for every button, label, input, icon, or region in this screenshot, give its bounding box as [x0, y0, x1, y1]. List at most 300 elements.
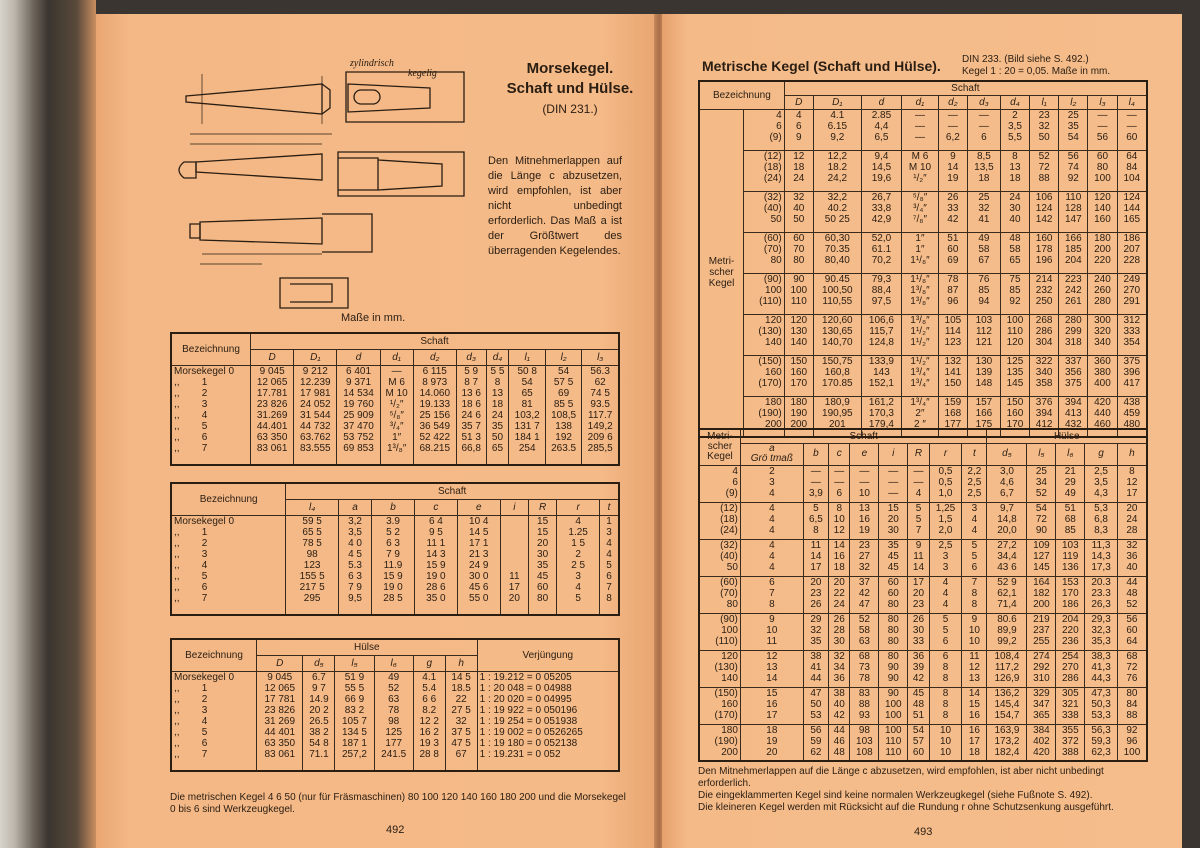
left-page-number: 492 [386, 824, 405, 836]
t5-cell: 355 372 388 [1056, 724, 1085, 761]
t5-h-6: i [879, 443, 908, 465]
t5-cell: 2,2 2,5 2,5 [962, 465, 987, 502]
t4-cell: 4 6 9 [784, 109, 813, 150]
t5-cell: — — — [879, 465, 908, 502]
t4-cell: 322 340 358 [1030, 355, 1059, 396]
t4-cell: 100 110 120 [1000, 314, 1029, 355]
t5-cell: 5 5 6 [962, 539, 987, 576]
t4-cell: 9,4 14,5 19,6 [861, 150, 901, 191]
t4-size: 120 (130) 140 [744, 314, 785, 355]
t1-col-d2: 6 115 8 973 14.060 19.133 25 156 36 549 52 422 68.215 [413, 365, 456, 465]
t5-cell: 35 45 45 [879, 539, 908, 576]
t1-col-l2: 54 57 5 69 85 5 108,5 138 192 263.5 [545, 365, 581, 465]
t1-h-D: D [251, 349, 294, 365]
t4-cell: 1³/₄″ 2″ 2 ″ [902, 396, 939, 437]
t5-cell: 98 103 108 [850, 724, 879, 761]
t4-cell: 52 72 88 [1030, 150, 1059, 191]
t5-cell: (60) (70) 80 [699, 576, 740, 613]
t5-cell: 20.3 23.3 26,3 [1085, 576, 1118, 613]
t4-cell: 60 80 100 [1088, 150, 1117, 191]
t5-cell: 15 16 17 [740, 687, 803, 724]
t1-bez: Bezeichnung [171, 333, 251, 365]
t4-cell: 180 200 220 [1088, 232, 1117, 273]
t4-cell: 56 74 92 [1059, 150, 1088, 191]
t5-cell: 14 15 16 [962, 687, 987, 724]
t4-cell: 214 232 250 [1030, 273, 1059, 314]
t4-cell: 9 14 19 [938, 150, 967, 191]
t4-size: (150) 160 (170) [744, 355, 785, 396]
t4-size: (90) 100 (110) [744, 273, 785, 314]
table-row [699, 314, 1147, 355]
t5-cell: 100 110 110 [879, 724, 908, 761]
t4-cell: 125 135 145 [1000, 355, 1029, 396]
t5-cell: 32 36 40 [1117, 539, 1147, 576]
t4-cell: 79,3 88,4 97,5 [861, 273, 901, 314]
t5-cell: — — 10 [850, 465, 879, 502]
t4-cell: 360 380 400 [1088, 355, 1117, 396]
t5-cell: 83 88 93 [850, 687, 879, 724]
right-title: Metrische Kegel (Schaft und Hülse). [702, 58, 941, 74]
t5-cell: 3,0 4,6 6,7 [987, 465, 1027, 502]
t4-cell: 32 40 50 [784, 191, 813, 232]
t4-size: (32) (40) 50 [744, 191, 785, 232]
t5-cell: 14 16 18 [828, 539, 849, 576]
t4-cell: 48 58 65 [1000, 232, 1029, 273]
t5-cell: 54 57 60 [908, 724, 929, 761]
t5-cell: 29 32 35 [803, 613, 828, 650]
t5-cell: 32 34 36 [828, 650, 849, 687]
t2-h-c: c [414, 499, 457, 515]
right-ratio: Kegel 1 : 20 = 0,05. Maße in mm. [962, 66, 1111, 77]
t5-h-8: r [929, 443, 962, 465]
t5-h-2: a Grö tmaß [740, 443, 803, 465]
t1-schaft: Schaft [251, 333, 619, 349]
t5-cell: 18 19 20 [740, 724, 803, 761]
t4-cell: 337 356 375 [1059, 355, 1088, 396]
morse-shaft-table-1 [170, 332, 620, 466]
t5-cell: 80 80 80 [879, 613, 908, 650]
t4-cell: 240 260 280 [1088, 273, 1117, 314]
t4-h-10: l₂ [1059, 95, 1088, 109]
t4-cell: 438 459 480 [1117, 396, 1147, 437]
t4-cell: 2.85 4,4 6,5 [861, 109, 901, 150]
t1-labels: Morsekegel 0 ,, 1 ,, 2 ,, 3 ,, 4 ,, 5 ,, 6 ,, 7 [171, 365, 251, 465]
t4-cell: 106,6 115,7 124,8 [861, 314, 901, 355]
t5-cell: 80 90 90 [879, 650, 908, 687]
t4-cell: 26 33 42 [938, 191, 967, 232]
t2-col-R: 15 15 20 30 35 45 60 80 [528, 515, 556, 615]
t5-cell: 56 60 64 [1117, 613, 1147, 650]
morse-shaft-table-2 [170, 482, 620, 616]
right-foot-3: Die kleineren Kegel werden mit Rücksicht auf die Rundung r ohne Schutzsenkung ausgeführt. [698, 802, 1114, 813]
t5-h-5: e [850, 443, 879, 465]
t3-col-D: 9 045 12 065 17 781 23 826 31 269 44 401 63 350 83 061 [257, 671, 303, 771]
t3-h-l6: l₆ [374, 655, 413, 671]
t4-cell: 105 114 123 [938, 314, 967, 355]
t5-h-12: l₅ [1027, 443, 1056, 465]
masse-label: Maße in mm. [341, 312, 406, 324]
t4-h-5: d₁ [902, 95, 939, 109]
t5-h-14: g [1085, 443, 1118, 465]
t4-cell: 375 396 417 [1117, 355, 1147, 396]
t2-col-i: 11 17 20 [500, 515, 528, 615]
table-row [699, 232, 1147, 273]
morse-sleeve-table [170, 638, 620, 772]
left-footer: Die metrischen Kegel 4 6 50 (nur für Fräsmaschinen) 80 100 120 140 160 180 200 und die Morsekegel 0 bis 6 sind Werkzeugkegel. [170, 792, 626, 815]
t4-cell: 110 128 147 [1059, 191, 1088, 232]
t4-cell: 300 320 340 [1088, 314, 1117, 355]
t3-col-h: 14 5 18.5 22 27 5 32 37 5 47 5 67 [445, 671, 477, 771]
t4-cell: 51 60 69 [938, 232, 967, 273]
table-row [699, 273, 1147, 314]
t5-cell: 38 41 44 [803, 650, 828, 687]
t5-cell: 5 5 7 [908, 502, 929, 539]
t5-cell: 15 20 30 [879, 502, 908, 539]
t5-cell: 0,5 0,5 1,0 [929, 465, 962, 502]
t4-cell: 78 87 96 [938, 273, 967, 314]
t3-h-d5: d₅ [303, 655, 335, 671]
t1-col-d: 6 401 9 371 14 534 19 760 25 909 37 470 53 752 69 853 [337, 365, 380, 465]
t5-cell: 4 4 4 [929, 576, 962, 613]
t4-cell: 120,60 130,65 140,70 [813, 314, 861, 355]
t5-cell: 38 40 42 [828, 687, 849, 724]
t4-cell: 166 185 204 [1059, 232, 1088, 273]
t4-cell: 24 30 40 [1000, 191, 1029, 232]
t4-schaft: Schaft [784, 81, 1147, 95]
t2-h-t: t [600, 499, 619, 515]
t2-h-e: e [457, 499, 500, 515]
t4-cell: 26,7 33,8 42,9 [861, 191, 901, 232]
t5-cell: 329 347 365 [1027, 687, 1056, 724]
t4-bez: Bezeichnung [699, 81, 784, 109]
t4-cell: 1¹/₈″ 1³/₈″ 1³/₈″ [902, 273, 939, 314]
t5-cell: 108,4 117,2 126,9 [987, 650, 1027, 687]
t5-cell: 180 (190) 200 [699, 724, 740, 761]
t4-cell: 130 139 148 [967, 355, 1000, 396]
t5-cell: 25 34 52 [1027, 465, 1056, 502]
t5-cell: 68 73 78 [850, 650, 879, 687]
t5-cell: 26 30 33 [908, 613, 929, 650]
t5-cell: 5 6,5 8 [803, 502, 828, 539]
t4-cell: M 6 M 10 ¹/₂″ [902, 150, 939, 191]
t5-cell: 6 8 8 [929, 650, 962, 687]
t5-cell: 56 59 62 [803, 724, 828, 761]
t4-cell: 394 413 432 [1059, 396, 1088, 437]
t3-h-g: g [413, 655, 445, 671]
t5-cell: 109 127 145 [1027, 539, 1056, 576]
t1-h-D1: D₁ [294, 349, 337, 365]
t5-cell: 20 23 26 [803, 576, 828, 613]
t5-huelse: Hülse [987, 429, 1147, 443]
t5-cell: 44 48 52 [1117, 576, 1147, 613]
t5-schaft: Schaft [740, 429, 987, 443]
t2-col-t: 1 3 4 4 5 6 7 8 [600, 515, 619, 615]
t4-cell: 60 70 80 [784, 232, 813, 273]
t5-cell: 52 9 62,1 71,4 [987, 576, 1027, 613]
t2-col-c: 6 4 9 5 11 1 14 3 15 9 19 0 28 6 35 0 [414, 515, 457, 615]
t5-cell: 3 4 4 [962, 502, 987, 539]
t4-cell: 49 58 67 [967, 232, 1000, 273]
t3-col-d5: 6.7 9 7 14.9 20 2 26.5 38 2 54 8 71.1 [303, 671, 335, 771]
t5-cell: — — 6 [828, 465, 849, 502]
page-margin-shadow [48, 0, 96, 848]
t5-cell: 45 48 51 [908, 687, 929, 724]
t4-cell: 106 124 142 [1030, 191, 1059, 232]
t5-cell: 12 13 14 [740, 650, 803, 687]
t4-cell: 161,2 170,3 179,4 [861, 396, 901, 437]
t5-cell: 9 10 10 [962, 613, 987, 650]
t5-cell: 254 270 286 [1056, 650, 1085, 687]
t4-cell: 150 160 170 [1000, 396, 1029, 437]
t5-cell: — — 4 [908, 465, 929, 502]
table-row [699, 150, 1147, 191]
table-row [699, 355, 1147, 396]
t5-cell: 17 20 23 [908, 576, 929, 613]
t4-cell: 376 394 412 [1030, 396, 1059, 437]
t4-cell: 23 32 50 [1030, 109, 1059, 150]
t5-cell: 120 (130) 140 [699, 650, 740, 687]
t5-cell: (12) (18) (24) [699, 502, 740, 539]
t4-cell: 120 140 160 [1088, 191, 1117, 232]
t4-cell: 180 190 200 [784, 396, 813, 437]
t2-col-e: 10 4 14 5 17 1 21 3 24 9 30 0 45 6 55 0 [457, 515, 500, 615]
t5-cell: 26 28 30 [828, 613, 849, 650]
t4-cell: 8,5 13,5 18 [967, 150, 1000, 191]
right-page [662, 14, 1182, 848]
t5-cell: 13 16 19 [850, 502, 879, 539]
t4-cell: 90.45 100,50 110,55 [813, 273, 861, 314]
t5-cell: 7 8 8 [962, 576, 987, 613]
t5-cell: 2 3 4 [740, 465, 803, 502]
t5-cell: 153 170 186 [1056, 576, 1085, 613]
t3-h-D: D [257, 655, 303, 671]
t4-cell: 60,30 70.35 80,40 [813, 232, 861, 273]
t5-cell: 92 96 100 [1117, 724, 1147, 761]
t4-h-12: l₄ [1117, 95, 1147, 109]
left-page [96, 14, 656, 848]
t1-h-d3: d₃ [456, 349, 486, 365]
t4-cell: 160 178 196 [1030, 232, 1059, 273]
t1-h-d4: d₄ [486, 349, 509, 365]
t5-cell: 204 220 236 [1056, 613, 1085, 650]
t2-labels: Morsekegel 0 ,, 1 ,, 2 ,, 3 ,, 4 ,, 5 ,, 6 ,, 7 [171, 515, 286, 615]
t2-bez: Bezeichnung [171, 483, 286, 515]
t4-cell: 75 85 92 [1000, 273, 1029, 314]
t4-cell: 52,0 61.1 70,2 [861, 232, 901, 273]
t4-cell: 420 440 460 [1088, 396, 1117, 437]
t1-col-l3: 56.3 62 74 5 93.5 117.7 149,2 209 6 285,5 [582, 365, 619, 465]
scanner-edge [0, 0, 48, 848]
t4-cell: 124 144 165 [1117, 191, 1147, 232]
t5-cell: 274 292 310 [1027, 650, 1056, 687]
t4-cell: — — 6 [967, 109, 1000, 150]
t4-cell: 249 270 291 [1117, 273, 1147, 314]
t5-cell: — — 3,9 [803, 465, 828, 502]
t4-cell: 32,2 40.2 50 25 [813, 191, 861, 232]
t1-h-l1: l₁ [509, 349, 545, 365]
t5-h-7: R [908, 443, 929, 465]
t4-cell: — — 6,2 [938, 109, 967, 150]
t5-cell: 5,3 6,8 8,3 [1085, 502, 1118, 539]
t4-cell: 25 32 41 [967, 191, 1000, 232]
t2-col-r: 4 1.25 1 5 2 2 5 3 4 5 [557, 515, 600, 615]
t5-h-4: c [828, 443, 849, 465]
t4-cell: 150,75 160,8 170.85 [813, 355, 861, 396]
t4-cell: 76 85 94 [967, 273, 1000, 314]
t4-size: (12) (18) (24) [744, 150, 785, 191]
metric-detail-table [698, 428, 1148, 762]
table-row [699, 109, 1147, 150]
t4-cell: 103 112 121 [967, 314, 1000, 355]
table-row [699, 724, 1147, 761]
t5-cell: 37 42 47 [850, 576, 879, 613]
t3-verj: Verjüngung [477, 639, 619, 671]
t1-h-d2: d₂ [413, 349, 456, 365]
t5-cell: 8 10 12 [828, 502, 849, 539]
t4-cell: — — 56 [1088, 109, 1117, 150]
t3-labels: Morsekegel 0 ,, 1 ,, 2 ,, 3 ,, 4 ,, 5 ,, 6 ,, 7 [171, 671, 257, 771]
table-row [699, 539, 1147, 576]
t4-cell: 1³/₈″ 1¹/₂″ 1¹/₂″ [902, 314, 939, 355]
t5-h-11: d₅ [987, 443, 1027, 465]
table-row [699, 502, 1147, 539]
t5-cell: 21 29 49 [1056, 465, 1085, 502]
t5-cell: 36 39 42 [908, 650, 929, 687]
t4-h-11: l₃ [1088, 95, 1117, 109]
t5-cell: 23 27 32 [850, 539, 879, 576]
t2-h-b: b [372, 499, 415, 515]
morse-taper-drawing [172, 54, 472, 316]
t4-cell: 1″ 1″ 1¹/₈″ [902, 232, 939, 273]
t4-size: (60) (70) 80 [744, 232, 785, 273]
t4-cell: 280 299 318 [1059, 314, 1088, 355]
t5-cell: 384 402 420 [1027, 724, 1056, 761]
table-row [699, 613, 1147, 650]
t5-h-3: b [803, 443, 828, 465]
t5-cell: 11 12 13 [962, 650, 987, 687]
t5-kegel: Metri- scher Kegel [699, 429, 740, 465]
left-title-1: Morsekegel. [526, 60, 614, 77]
t4-cell: 157 166 175 [967, 396, 1000, 437]
t5-cell: 4 4 4 [740, 539, 803, 576]
right-foot-2: Die eingeklammerten Kegel sind keine normalen Werkzeugkegel (siehe Fußnote S. 492). [698, 790, 1093, 801]
t5-cell: (90) 100 (110) [699, 613, 740, 650]
t2-col-l4: 59 5 65 5 78 5 98 123 155 5 217 5 295 [286, 515, 339, 615]
t1-col-l1: 50 8 54 65 81 103,2 131 7 184 1 254 [509, 365, 545, 465]
left-title-2: Schaft und Hülse. [506, 80, 634, 97]
table-row [699, 465, 1147, 502]
t4-h-6: d₂ [938, 95, 967, 109]
t4-cell: 90 100 110 [784, 273, 813, 314]
t4-cell: 268 286 304 [1030, 314, 1059, 355]
t5-cell: 44 46 48 [828, 724, 849, 761]
t4-size: 180 (190) 200 [744, 396, 785, 437]
t4-cell: 186 207 228 [1117, 232, 1147, 273]
t5-cell: 56,3 59,3 62,3 [1085, 724, 1118, 761]
t5-cell: 8 12 17 [1117, 465, 1147, 502]
table-row [699, 191, 1147, 232]
t2-h-l4: l₄ [286, 499, 339, 515]
t5-cell: 20 24 28 [1117, 502, 1147, 539]
t5-cell: 2,5 3 3 [929, 539, 962, 576]
t1-col-D: 9 045 12 065 17.781 23 826 31.269 44.401 63 350 83 061 [251, 365, 294, 465]
t4-cell: 180,9 190,95 201 [813, 396, 861, 437]
t5-cell: 47,3 50,3 53,3 [1085, 687, 1118, 724]
drawing-label-kegelig: kegelig [408, 68, 437, 79]
t4-cell: 159 168 177 [938, 396, 967, 437]
t5-cell: (150) 160 (170) [699, 687, 740, 724]
t5-cell: 9 10 11 [740, 613, 803, 650]
t5-cell: 27,2 34,4 43 6 [987, 539, 1027, 576]
t5-h-15: h [1117, 443, 1147, 465]
t5-h-13: l₆ [1056, 443, 1085, 465]
t4-size: 4 6 (9) [744, 109, 785, 150]
t5-cell: 1,25 1,5 2,0 [929, 502, 962, 539]
t4-cell: 8 13 18 [1000, 150, 1029, 191]
t4-h-7: d₃ [967, 95, 1000, 109]
t5-cell: 305 321 338 [1056, 687, 1085, 724]
t1-h-l2: l₂ [545, 349, 581, 365]
t4-cell: 25 35 54 [1059, 109, 1088, 150]
table-row [699, 687, 1147, 724]
t4-h-9: l₁ [1030, 95, 1059, 109]
t5-cell: 5 5 6 [929, 613, 962, 650]
right-foot-1: Den Mitnehmerlappen auf die Länge c abzusetzen, wird empfohlen, ist aber nicht unbedingt erforderlich. [698, 766, 1104, 789]
t5-cell: 47 50 53 [803, 687, 828, 724]
t5-cell: 9,7 14,8 20,0 [987, 502, 1027, 539]
t5-cell: 103 119 136 [1056, 539, 1085, 576]
t4-cell: — — — [902, 109, 939, 150]
t4-cell: 64 84 104 [1117, 150, 1147, 191]
t3-col-l6: 49 52 63 78 98 125 177 241.5 [374, 671, 413, 771]
t1-col-d3: 5 9 8 7 13 6 18 6 24 6 35 7 51 3 66,8 [456, 365, 486, 465]
t3-bez: Bezeichnung [171, 639, 257, 671]
t4-cell: — — 60 [1117, 109, 1147, 150]
t1-h-d1: d₁ [380, 349, 413, 365]
t4-cell: 223 242 261 [1059, 273, 1088, 314]
t2-col-b: 3.9 5 2 6 3 7 9 11.9 15 9 19 0 28 5 [372, 515, 415, 615]
t4-h-3: D₁ [813, 95, 861, 109]
t3-col-g: 4.1 5.4 6 6 8.2 12 2 16 2 19 3 28 8 [413, 671, 445, 771]
t5-cell: 136,2 145,4 154,7 [987, 687, 1027, 724]
t5-cell: 90 100 100 [879, 687, 908, 724]
t4-cell: 132 141 150 [938, 355, 967, 396]
t2-h-a: a [338, 499, 371, 515]
t5-cell: 219 237 255 [1027, 613, 1056, 650]
t5-h-9: t [962, 443, 987, 465]
metric-shaft-table [698, 80, 1148, 438]
t5-cell: 29,3 32,3 35,3 [1085, 613, 1118, 650]
t5-cell: 10 10 10 [929, 724, 962, 761]
t2-h-R: R [528, 499, 556, 515]
drawing-label-zylindrisch: zylindrisch [350, 58, 394, 69]
t4-cell: 12,2 18.2 24,2 [813, 150, 861, 191]
right-din: DIN 233. (Bild siehe S. 492.) [962, 54, 1089, 65]
t3-col-verj: 1 : 19.212 = 0 05205 1 : 20 048 = 0 04988 1 : 20 020 = 0 04995 1 : 19 922 = 0 050196 1 : 19 254 = 0 051938 1 : 19 002 = 0 0526265 1 : 19 180 = 0 052138 1 : 19.231 = 0 052 [477, 671, 619, 771]
t1-h-l3: l₃ [582, 349, 619, 365]
t4-cell: 1¹/₂″ 1³/₄″ 1³/₄″ [902, 355, 939, 396]
t5-cell: 4 6 (9) [699, 465, 740, 502]
t3-h-h: h [445, 655, 477, 671]
t5-cell: (32) (40) 50 [699, 539, 740, 576]
t5-cell: 11,3 14,3 17,3 [1085, 539, 1118, 576]
t1-col-d4: 5 5 8 13 18 24 35 50 65 [486, 365, 509, 465]
t4-h-2: D [784, 95, 813, 109]
t4-h-8: d₄ [1000, 95, 1029, 109]
t5-cell: 80 84 88 [1117, 687, 1147, 724]
t5-cell: 20 22 24 [828, 576, 849, 613]
t1-h-d: d [337, 349, 380, 365]
